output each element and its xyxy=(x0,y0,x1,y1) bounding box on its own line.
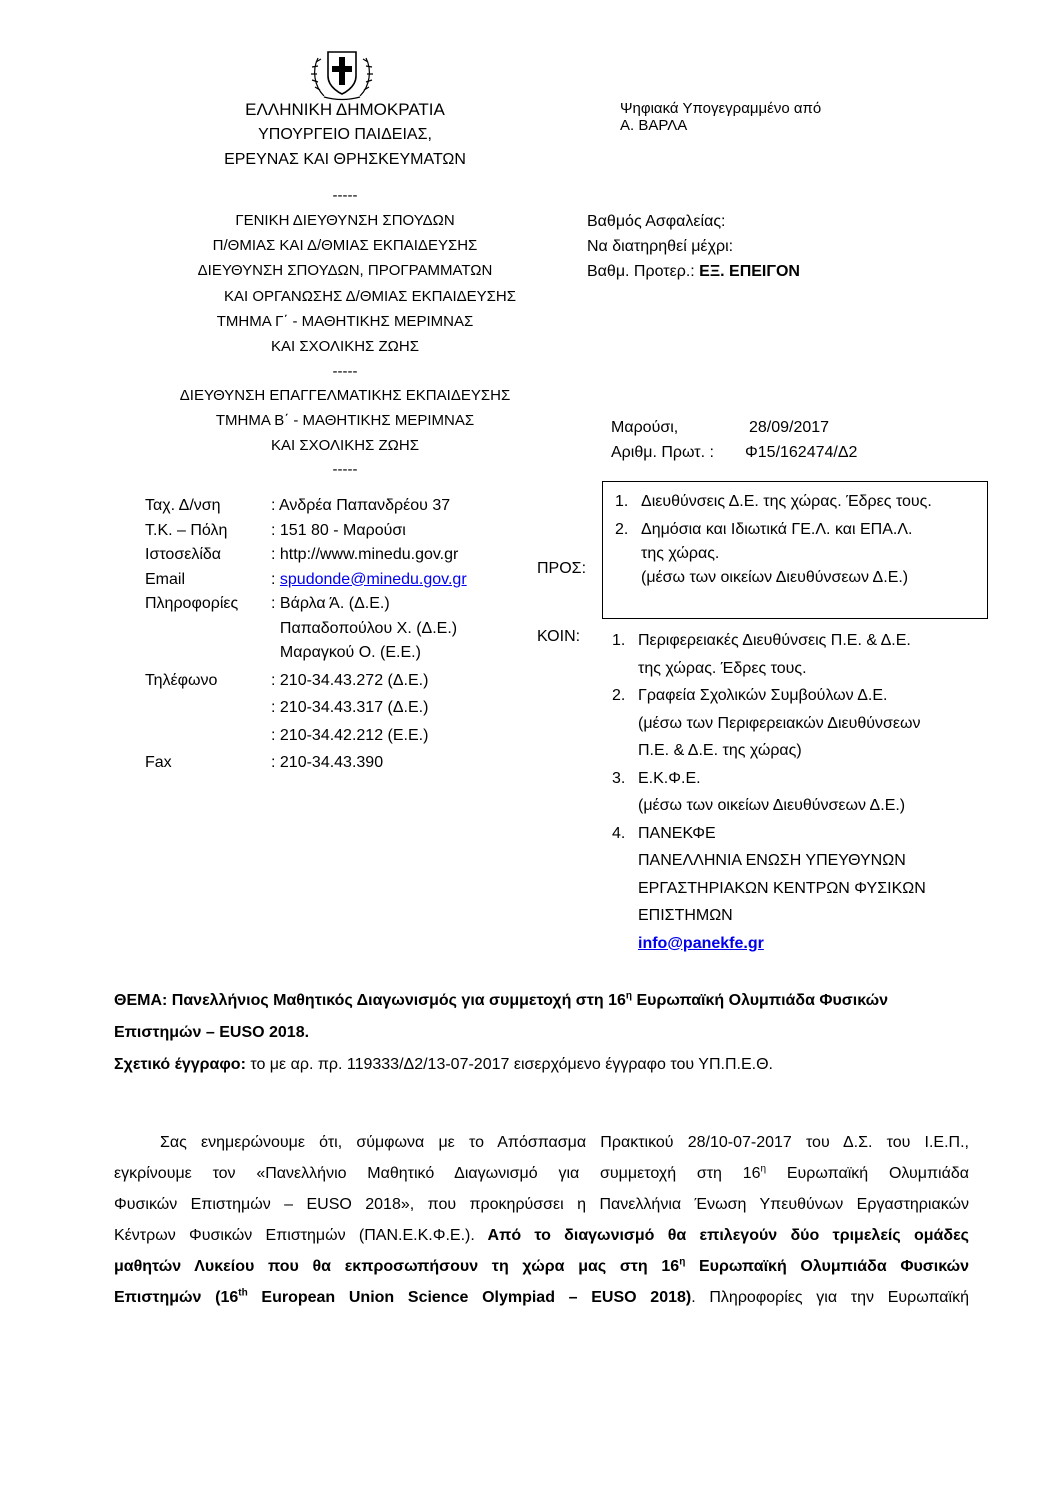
contact-label xyxy=(145,641,271,666)
contact-label: Πληροφορίες xyxy=(145,595,239,612)
document-meta xyxy=(611,415,857,465)
directorate-line: ΚΑΙ ΣΧΟΛΙΚΗΣ ΖΩΗΣ xyxy=(271,338,419,355)
contact-label: Τ.Κ. – Πόλη xyxy=(145,521,228,539)
header-separator: ----- xyxy=(332,461,358,478)
contact-value: : http://www.minedu.gov.gr xyxy=(271,546,459,563)
list-item-cont: (μέσω των οικείων Διευθύνσεων Δ.Ε.) xyxy=(638,797,906,814)
koin-list xyxy=(612,627,926,957)
list-item-cont: ΕΠΙΣΤΗΜΩΝ xyxy=(638,907,733,924)
list-item-cont: ΕΡΓΑΣΤΗΡΙΑΚΩΝ ΚΕΝΤΡΩΝ ΦΥΣΙΚΩΝ xyxy=(638,879,926,897)
contact-label: Fax xyxy=(145,754,172,771)
paragraph-line: Επιστημών (16th European Union Science Olympiad – EUSO 2018). Πληροφορίες για την Ευρωπαϊκή xyxy=(114,1287,970,1306)
document-date: 28/09/2017 xyxy=(749,419,830,436)
list-item-cont: ΠΑΝΕΛΛΗΝΙΑ ΕΝΩΣΗ ΥΠΕΥΘΥΝΩΝ xyxy=(638,852,906,869)
greek-coat-of-arms-emblem xyxy=(310,40,374,102)
security-level-label: Βαθμός Ασφαλείας: xyxy=(587,213,726,230)
list-item-cont: της χώρας. xyxy=(641,545,720,562)
subject-line: ΘΕΜΑ: Πανελλήνιος Μαθητικός Διαγωνισμός για συμμετοχή στη $16^\eta$ Ευρωπαϊκή Ολυμπιάδα Φυσικών xyxy=(114,990,888,1009)
contact-label: Τηλέφωνο xyxy=(145,671,218,689)
paragraph-line: Κέντρων Φυσικών Επιστημών (ΠΑΝ.Ε.Κ.Φ.Ε.). Από το διαγωνισμό θα επιλεγούν δύο τριμελείς ομάδες xyxy=(114,1227,970,1244)
subject-block xyxy=(114,985,969,1081)
priority-value: ΕΞ. ΕΠΕΙΓΟΝ xyxy=(699,263,800,280)
directorate-line: ΓΕΝΙΚΗ ΔΙΕΥΘΥΝΣΗ ΣΠΟΥΔΩΝ xyxy=(235,212,455,229)
list-item: 2. Γραφεία Σχολικών Συμβούλων Δ.Ε. xyxy=(612,687,888,704)
subject-line: Επιστημών – EUSO 2018. xyxy=(114,1024,310,1041)
contact-label: Email xyxy=(145,570,186,588)
contact-label: Ιστοσελίδα xyxy=(145,546,222,563)
priority-label: Βαθμ. Προτερ.: xyxy=(587,263,695,280)
place-label: Μαρούσι, xyxy=(611,419,679,436)
list-item-cont: (μέσω των Περιφερειακών Διευθύνσεων xyxy=(638,714,921,732)
directorate-line: ΤΜΗΜΑ Γ΄ - ΜΑΘΗΤΙΚΗΣ ΜΕΡΙΜΝΑΣ xyxy=(216,313,474,330)
list-item: 1. Περιφερειακές Διευθύνσεις Π.Ε. & Δ.Ε. xyxy=(612,632,911,649)
panekfe-email-link[interactable]: info@panekfe.gr xyxy=(638,934,764,952)
list-item-cont: (μέσω των οικείων Διευθύνσεων Δ.Ε.) xyxy=(641,569,909,586)
signature-line: Ψηφιακά Υπογεγραμμένο από xyxy=(620,100,822,117)
list-item: 2. Δημόσια και Ιδιωτικά ΓΕ.Λ. και ΕΠΑ.Λ. xyxy=(615,521,913,538)
list-item-cont xyxy=(612,930,926,958)
koin-label: ΚΟΙΝ: xyxy=(537,628,581,645)
list-item: 3. Ε.Κ.Φ.Ε. xyxy=(612,769,701,787)
header-separator: ----- xyxy=(332,187,358,204)
contact-value: : 210-34.42.212 (Ε.Ε.) xyxy=(271,726,429,744)
paragraph-line: εγκρίνουμε τον «Πανελλήνιο Μαθητικό Διαγωνισμό για συμμετοχή στη $16^\eta$ Ευρωπαϊκή Ολυμπιάδα xyxy=(114,1163,969,1182)
directorate-line: ΤΜΗΜΑ Β΄ - ΜΑΘΗΤΙΚΗΣ ΜΕΡΙΜΝΑΣ xyxy=(215,412,475,429)
paragraph-line: Φυσικών Επιστημών – EUSO 2018», που προκηρύσσει η Πανελλήνια Ένωση Υπευθύνων Εργαστηριακών xyxy=(114,1196,969,1213)
ministry-name-line2: ΕΡΕΥΝΑΣ ΚΑΙ ΘΡΗΣΚΕΥΜΑΤΩΝ xyxy=(224,151,466,168)
contact-info xyxy=(145,494,467,776)
contact-value: : Ανδρέα Παπανδρέου 37 xyxy=(271,497,451,514)
contact-value: Μαραγκού Ο. (Ε.Ε.) xyxy=(271,644,421,661)
list-item-cont: της χώρας. Έδρες τους. xyxy=(638,659,807,677)
contact-label xyxy=(145,724,271,749)
contact-label xyxy=(145,617,271,642)
email-link[interactable]: spudonde@minedu.gov.gr xyxy=(279,570,467,588)
contact-value: : 210-34.43.272 (Δ.Ε.) xyxy=(271,671,429,689)
directorate-line: Π/ΘΜΙΑΣ ΚΑΙ Δ/ΘΜΙΑΣ ΕΚΠΑΙΔΕΥΣΗΣ xyxy=(212,237,478,254)
list-item: 1. Διευθύνσεις Δ.Ε. της χώρας. Έδρες τους. xyxy=(615,493,932,510)
protocol-number: Φ15/162474/Δ2 xyxy=(745,444,858,461)
contact-value: : 210-34.43.317 (Δ.Ε.) xyxy=(271,699,429,716)
directorate-line: ΔΙΕΥΘΥΝΣΗ ΣΠΟΥΔΩΝ, ΠΡΟΓΡΑΜΜΑΤΩΝ xyxy=(197,262,493,279)
pros-label: ΠΡΟΣ: xyxy=(537,560,587,577)
protocol-label: Αριθμ. Πρωτ. : xyxy=(611,444,714,461)
contact-value: Παπαδοπούλου Χ. (Δ.Ε.) xyxy=(271,619,458,637)
header-separator: ----- xyxy=(332,363,358,380)
contact-value: : 210-34.43.390 xyxy=(271,754,384,771)
directorate-line: ΔΙΕΥΘΥΝΣΗ ΕΠΑΓΓΕΛΜΑΤΙΚΗΣ ΕΚΠΑΙΔΕΥΣΗΣ xyxy=(179,387,511,404)
body-paragraph xyxy=(114,1127,969,1313)
ministry-name-line1: ΥΠΟΥΡΓΕΙΟ ΠΑΙΔΕΙΑΣ, xyxy=(258,126,432,143)
paragraph-line: Σας ενημερώνουμε ότι, σύμφωνα με το Απόσπασμα Πρακτικού 28/10-07-2017 του Δ.Σ. του Ι.Ε.Π., xyxy=(160,1134,969,1151)
republic-title: ΕΛΛΗΝΙΚΗ ΔΗΜΟΚΡΑΤΙΑ xyxy=(245,100,445,119)
related-label: Σχετικό έγγραφο: xyxy=(114,1056,246,1073)
directorate-line: ΚΑΙ ΟΡΓΑΝΩΣΗΣ Δ/ΘΜΙΑΣ ΕΚΠΑΙΔΕΥΣΗΣ xyxy=(223,288,517,305)
security-block xyxy=(587,209,800,284)
list-item-cont: Π.Ε. & Δ.Ε. της χώρας) xyxy=(638,742,802,759)
contact-value: : Βάρλα Ά. (Δ.Ε.) xyxy=(271,595,390,612)
digital-signature xyxy=(620,100,821,134)
contact-label xyxy=(145,696,271,721)
contact-label: Ταχ. Δ/νση xyxy=(145,497,221,514)
list-item: 4. ΠΑΝΕΚΦΕ xyxy=(612,824,716,842)
pros-list xyxy=(615,490,932,590)
related-document: Σχετικό έγγραφο: το με αρ. πρ. 119333/Δ2/13-07-2017 εισερχόμενο έγγραφο του ΥΠ.Π.Ε.Θ. xyxy=(114,1056,773,1073)
paragraph-line: μαθητών Λυκείου που θα εκπροσωπήσουν τη χώρα μας στη $16^\eta$ Ευρωπαϊκή Ολυμπιάδα Φυσικών xyxy=(114,1256,970,1275)
contact-value: : 151 80 - Μαρούσι xyxy=(271,521,406,539)
contact-value: : spudonde@minedu.gov.gr xyxy=(271,570,467,588)
signature-name: Α. ΒΑΡΛΑ xyxy=(620,117,688,134)
keep-until-label: Να διατηρηθεί μέχρι: xyxy=(587,238,734,255)
directorate-line: ΚΑΙ ΣΧΟΛΙΚΗΣ ΖΩΗΣ xyxy=(271,437,419,454)
priority-row xyxy=(587,259,800,284)
